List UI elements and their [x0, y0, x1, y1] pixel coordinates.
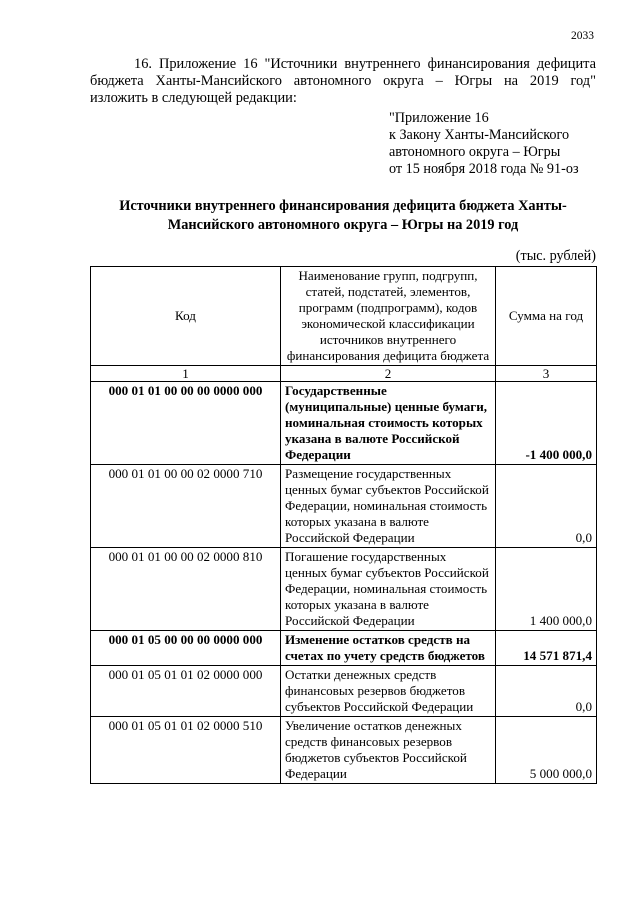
header-sum: Сумма на год: [496, 267, 597, 366]
header-code: Код: [91, 267, 281, 366]
name-cell: Увеличение остатков денежных средств финансовых резервов бюджетов субъектов Российской Федерации: [281, 717, 496, 784]
table-row: [91, 631, 597, 666]
financing-sources-table: [90, 266, 597, 784]
name-cell: Размещение государственных ценных бумаг субъектов Российской Федерации, номинальная стоимость которых указана в валюте Российской Федерации: [281, 465, 496, 548]
unit-note: (тыс. рублей): [515, 248, 596, 264]
code-cell: 000 01 05 00 00 00 0000 000: [91, 631, 281, 666]
appendix-ref-line: от 15 ноября 2018 года № 91-оз: [389, 161, 579, 177]
column-number: 3: [496, 366, 597, 382]
code-cell: 000 01 01 00 00 02 0000 810: [91, 548, 281, 631]
table-body: [91, 382, 597, 784]
code-cell: 000 01 01 00 00 02 0000 710: [91, 465, 281, 548]
table-row: [91, 465, 597, 548]
sum-cell: 5 000 000,0: [496, 717, 597, 784]
code-cell: 000 01 01 00 00 00 0000 000: [91, 382, 281, 465]
intro-line: бюджета Ханты-Мансийского автономного округа – Югры на 2019 год": [90, 73, 596, 89]
sum-cell: 0,0: [496, 666, 597, 717]
name-cell: Изменение остатков средств на счетах по учету средств бюджетов: [281, 631, 496, 666]
sum-cell: -1 400 000,0: [496, 382, 597, 465]
sum-cell: 14 571 871,4: [496, 631, 597, 666]
appendix-reference: [389, 110, 604, 178]
table-row: [91, 382, 597, 465]
intro-paragraph: [90, 56, 596, 107]
sum-cell: 0,0: [496, 465, 597, 548]
column-number: 2: [281, 366, 496, 382]
intro-line: изложить в следующей редакции:: [90, 90, 297, 106]
title-line: Источники внутреннего финансирования дефицита бюджета Ханты-: [119, 198, 567, 214]
column-number-row: [91, 366, 597, 382]
sum-cell: 1 400 000,0: [496, 548, 597, 631]
appendix-ref-line: автономного округа – Югры: [389, 144, 561, 160]
appendix-ref-line: "Приложение 16: [389, 110, 489, 126]
intro-line: 16. Приложение 16 "Источники внутреннего финансирования дефицита: [134, 56, 596, 72]
document-title: [90, 197, 596, 235]
column-number: 1: [91, 366, 281, 382]
table-header-row: [91, 267, 597, 366]
table-row: [91, 666, 597, 717]
name-cell: Погашение государственных ценных бумаг субъектов Российской Федерации, номинальная стоимость которых указана в валюте Российской Федерации: [281, 548, 496, 631]
name-cell: Государственные (муниципальные) ценные бумаги, номинальная стоимость которых указана в валюте Российской Федерации: [281, 382, 496, 465]
code-cell: 000 01 05 01 01 02 0000 510: [91, 717, 281, 784]
appendix-ref-line: к Закону Ханты-Мансийского: [389, 127, 570, 143]
page-number: 2033: [571, 30, 594, 42]
name-cell: Остатки денежных средств финансовых резервов бюджетов субъектов Российской Федерации: [281, 666, 496, 717]
header-name: Наименование групп, подгрупп, статей, подстатей, элементов, программ (подпрограмм), кодов экономической классификации источников внутреннего финансирования дефицита бюджета: [281, 267, 496, 366]
table-row: [91, 548, 597, 631]
title-line: Мансийского автономного округа – Югры на 2019 год: [167, 217, 519, 233]
code-cell: 000 01 05 01 01 02 0000 000: [91, 666, 281, 717]
table-row: [91, 717, 597, 784]
